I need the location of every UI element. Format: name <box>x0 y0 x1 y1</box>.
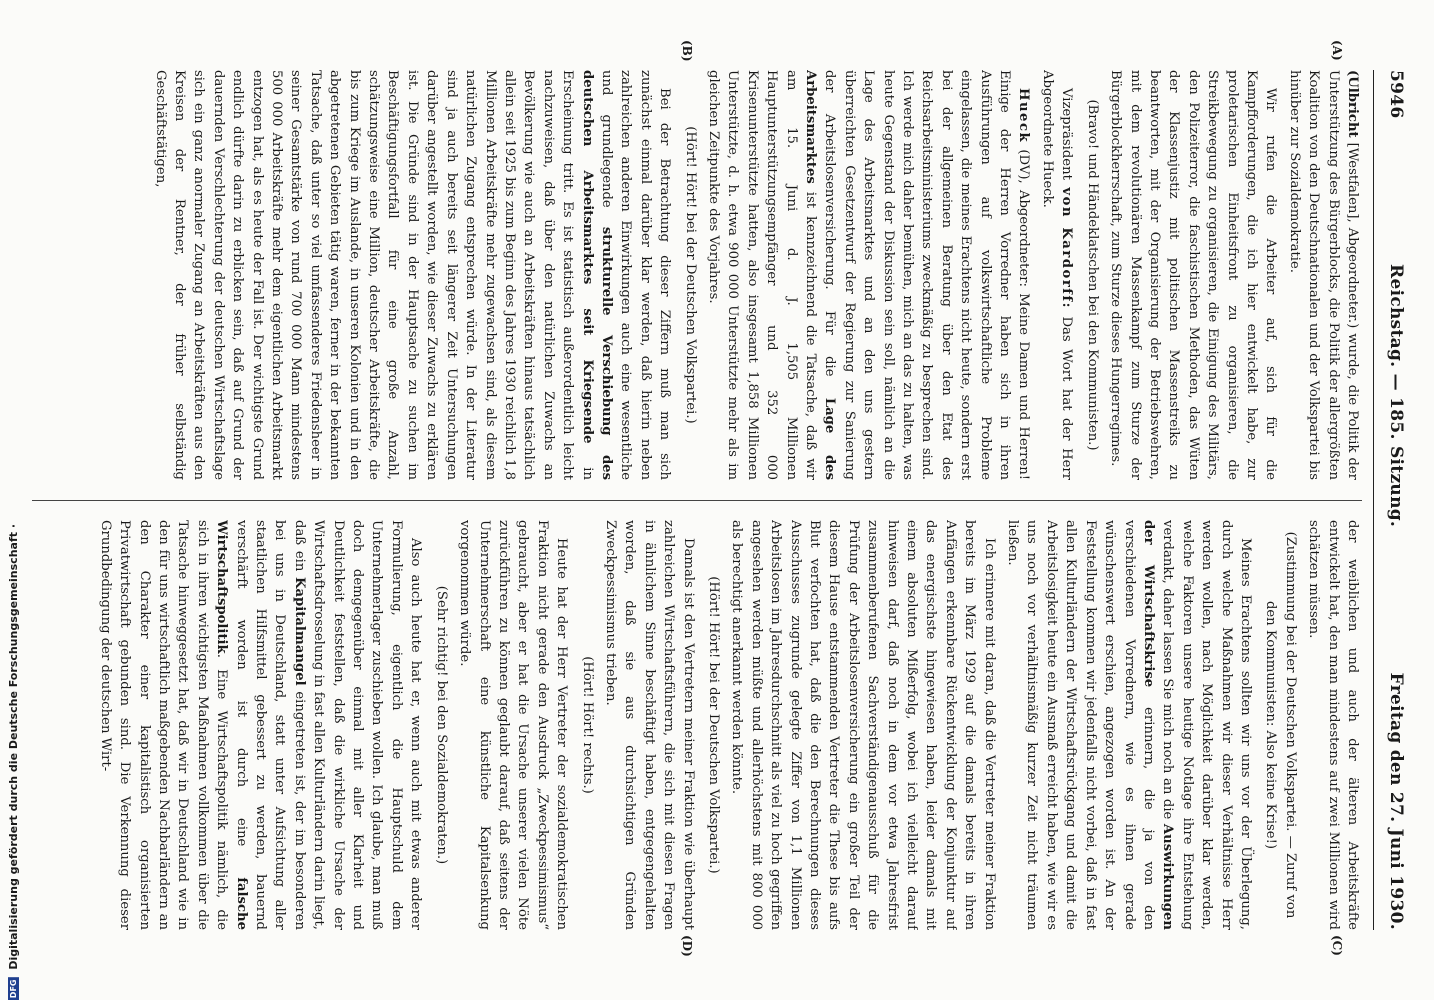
page-header-date: Freitag den 27. Juni 1930. <box>1386 672 1406 930</box>
paragraph <box>1003 520 1255 930</box>
interjection: (Hört! Hört! rechts.) <box>579 656 595 794</box>
page-header <box>1376 70 1416 930</box>
emphasis-text: Lage des Arbeitsmarktes <box>803 70 838 480</box>
paragraph-text: Vizepräsident <box>1059 88 1075 188</box>
paragraph-text: [Westfalen], Abgeordneter.) wurde, die Politik der Unterstützung des Bürgerblocks, die Politik der allergrößten Koalition von den Deutschnationalen und der Volkspartei bis hinüber zur Sozialdemokratie. <box>1286 70 1360 480</box>
paragraph-text: Meines Erachtens sollten wir uns vor der Überlegung, durch welche Maßnahmen wir dieser Verhältnisse Herr werden wollen, nach Möglichkeit darüber klar werden, welche Faktoren unsere heutige Notlage ihre Entstehung verdankt, daher lassen Sie mich noch an die <box>1160 520 1253 930</box>
paragraph-text: Also auch heute hat er, wenn auch mit etwas anderer Formulierung, eigentlich die Hauptschuld dem Unternehmerlager zuschieben wollen. Ich glaube, man muß doch demgegenüber einmal mit aller Klarheit und Deutlichkeit feststellen, daß die wirkliche Ursache der Wirtschaftsdrosselung in fast allen Kulturländern darin liegt, daß ein <box>291 520 424 930</box>
right-column <box>32 520 1362 930</box>
paragraph <box>704 70 1034 480</box>
paragraph-text: ist kennzeichnend die Tatsache, daß wir am 15. Juni d. J. 1,505 Millionen Hauptunterstützungsempfänger und 352 000 Krisenunterstützte hatten, also insgesamt 1,858 Millionen Unterstützte, d. h. etwa 900 000 Unterstützte mehr als im gleichen Zeitpunkte des Vorjahres. <box>706 70 819 480</box>
interjection: (Bravo! und Händeklatschen bei den Kommunisten.) <box>1084 99 1100 451</box>
margin-marker-b: (B) <box>680 40 694 62</box>
emphasis-text: falsche Wirtschaftspolitik <box>214 520 249 930</box>
credit-label: Digitalisierung gefördert durch die Deutsche Forschungsgemeinschaft · <box>6 523 20 970</box>
speaker-name: von Kardorff: <box>1059 187 1075 309</box>
emphasis-text: Kapitalmangel <box>291 577 307 686</box>
interjection: (Sehr richtig! bei den Sozialdemokraten.) <box>433 585 449 865</box>
paragraph-text: Das Wort hat der Herr Abgeordnete Hueck. <box>1039 70 1075 480</box>
paragraph <box>95 520 425 930</box>
paragraph: Ich erinnere mit daran, daß die Vertreter meiner Fraktion bereits im März 1929 auf die damals bereits in ihren Anfängen erkennbare Rückentwicklung der Konjunktur auf das energischste hingewiesen haben, leider damals mit einem absoluten Mißerfolg, wobei ich vielleicht darauf hinweisen darf, daß noch in dem vor etwa Jahresfrist zusammenberufenen Sachverständigenausschuß für die Prüfung der Arbeitslosenversicherung ein großer Teil der diesem Hause entstammenden Vertreter die These bis aufs Blut verfochten hat, daß die den Berechnungen dieses Ausschusses zugrunde gelegte Ziffer von 1,1 Millionen Arbeitslosen im Jahresdurchschnitt als viel zu hoch gegriffen angesehen werden müßte und allerhöchstens mit 800 000 als berechtigt anerkannt werden könnte. <box>729 520 997 930</box>
paragraph-text: (DV), Abgeordneter: Meine Damen und Herren! Einige der Herren Vorredner haben sich in ihren Ausführungen auf volkswirtschaftliche Probleme eingelassen, die meines Erachtens nicht heute, sondern erst bei der allgemeinen Beratung über den Etat des Reichsarbeitsministeriums zweckmäßig zu besprechen sind. Ich werde mich daher bemühen, mich an das zu halten, was heute Gegenstand der Diskussion sein soll, nämlich an die Lage des Arbeitsmarktes und an den uns gestern überreichten Gesetzentwurf der Regierung zur Sanierung der Arbeitslosenversicherung. Für die <box>822 70 1032 480</box>
margin-marker-a: (A) <box>1330 40 1344 61</box>
paragraph-text: . Eine Wirtschaftspolitik nämlich, die sich in ihren wichtigsten Maßnahmen vollkommen über die Tatsache hinweggesetzt hat, daß wir in Deutschland wie in den für uns wirtschaftlich maßgebenden Nachbarländern an den Charakter einer kapitalistisch organisierten Privatwirtschaft gebunden sind. Die Verkennung dieser Grundbedingung der deutschen Wirt- <box>97 520 230 930</box>
margin-marker-d: (D) <box>680 935 694 957</box>
speaker-name: (Ulbricht <box>1345 70 1360 138</box>
header-rule <box>1373 70 1374 930</box>
margin-marker-c: (C) <box>1330 935 1344 956</box>
paragraph <box>150 70 674 480</box>
paragraph: Heute hat der Herr Vertreter der sozialdemokratischen Fraktion nicht gerade den Ausdruck „Zweckpessimismus“ gebraucht, aber er hat die Ursache unserer vielen Nöte zurückführen zu können geglaubt darauf, daß seitens der Unternehmerschaft eine künstliche Kapitalsenkung vorgenommen würde. <box>457 520 570 930</box>
column-divider <box>32 500 1362 501</box>
paragraph-text: eingetreten ist, der im besonderen bei uns in Deutschland, statt unter Aufsichtung aller staatlichen Hilfsmittel gebessert zu werden, bauernd verschärft worden ist durch eine <box>233 520 307 930</box>
left-column <box>32 70 1362 480</box>
paragraph: Wir rufen die Arbeiter auf, sich für die Kampfforderungen, die ich hier entwickelt habe, zur proletarischen Einheitsfront zu organisieren, die Streikbewegung zu organisieren, die Einigung des Militärs, den Polizeiterror, die faschistischen Methoden, das Wüten der Klassenjustiz mit politischen Massenstreiks zu beantworten, mit der Organisierung der Betriebswehren, mit dem revolutionären Massenkampf zum Sturze der Bürgerblockherrschaft, zum Sturze dieses Hungerregimes. <box>1108 70 1279 480</box>
interjection: (Hört! Hört! bei der Deutschen Volkspartei.) <box>706 576 721 874</box>
credit-text <box>7 516 20 1000</box>
emphasis-text: Auswirkungen der Wirtschaftskrise <box>1140 520 1176 930</box>
interjection: (Zustimmung bei der Deutschen Volkspartei. — Zuruf von den Kommunisten: Also keine Krise!) <box>1263 531 1298 919</box>
emphasis-text: strukturelle Verschiebung des deutschen Arbeitsmarktes seit Kriegsende <box>579 70 614 480</box>
speaker-name: Hueck <box>1016 88 1032 144</box>
interjection: (Hört! Hört! bei der Deutschen Volkspartei.) <box>682 126 698 424</box>
dfg-logo: DFG <box>8 979 18 998</box>
paragraph-text: in Erscheinung tritt. Es ist statistisch außerordentlich leicht nachzuweisen, daß über den natürlichen Zuwachs an Bevölkerung wie auch an Arbeitskräften hinaus tatsächlich allein seit 1925 bis zum Beginn des Jahres 1930 reichlich 1,8 Millionen Arbeitskräfte mehr zugewachsen sind, als diesem natürlichen Zugang entsprechen würde. In der Literatur sind ja auch bereits seit längerer Zeit Untersuchungen darüber angestellt worden, wie dieser Zuwachs zu erklären ist. Die Gründe sind in der Hauptsache zu suchen im Beschäftigungsfortfall für eine große Anzahl, schätzungsweise eine Million, deutscher Arbeitskräfte, die bis zum Kriege im Auslande, in unseren Kolonien und in den abgetretenen Gebieten tätig waren, ferner in der bekannten Tatsache, daß unter so viel umfassenderes Friedensheer in seiner Gesamtstärke von rund 700 000 Mann mindestens 500 000 Arbeitskräfte mehr dem eigentlichen Arbeitsmarkt entzogen hat, als es heute der Fall ist. Der wichtigste Grund endlich dürfte darin zu erblicken sein, daß auf Grund der dauernden Verschlechterung der deutschen Wirtschaftslage sich ein ganz anormaler Zugang an Arbeitskräften aus den Kreisen der Rentner, der früher selbständig Geschäftstätigen, <box>152 70 595 480</box>
digitization-credit <box>0 0 26 1000</box>
page-header-center: Reichstag. — 185. Sitzung. <box>1386 264 1406 528</box>
paragraph: Damals ist den Vertretern meiner Fraktion wie überhaupt zahlreichen Wirtschaftsführern, die sich mit diesen Fragen in ähnlichem Sinne beschäftigt haben, entgegengehalten worden, daß sie aus durchsichtigen Gründen Zweckpessimismus trieben. <box>602 520 696 930</box>
page-number: 5946 <box>1386 70 1406 119</box>
paragraph: der weiblichen und auch der älteren Arbeitskräfte entwickelt hat, den man mindestens auf zwei Millionen wird schätzen müssen. <box>1306 520 1360 930</box>
paragraph <box>1038 70 1077 480</box>
paragraph-text: erinnern, die ja von den verschiedenen Vorrednern, wie es ihnen gerade wünschenswert erschien, angezogen worden ist. An der Feststellung kommen wir jedenfalls nicht vorbei, daß in fast allen Kulturländern der Wirtschaftsrückgang und damit die Arbeitslosigkeit heute ein Ausmaß erreicht haben, wie wir es uns noch vor verhältnismäßig kurzer Zeit nicht träumen ließen. <box>1005 520 1156 930</box>
paragraph <box>1284 70 1362 480</box>
paragraph-text: Bei der Betrachtung dieser Ziffern muß man sich zunächst einmal darüber klar werden, daß hierin neben zahlreichen anderen Einwirkungen auch eine wesentliche und grundlegende <box>598 70 673 480</box>
